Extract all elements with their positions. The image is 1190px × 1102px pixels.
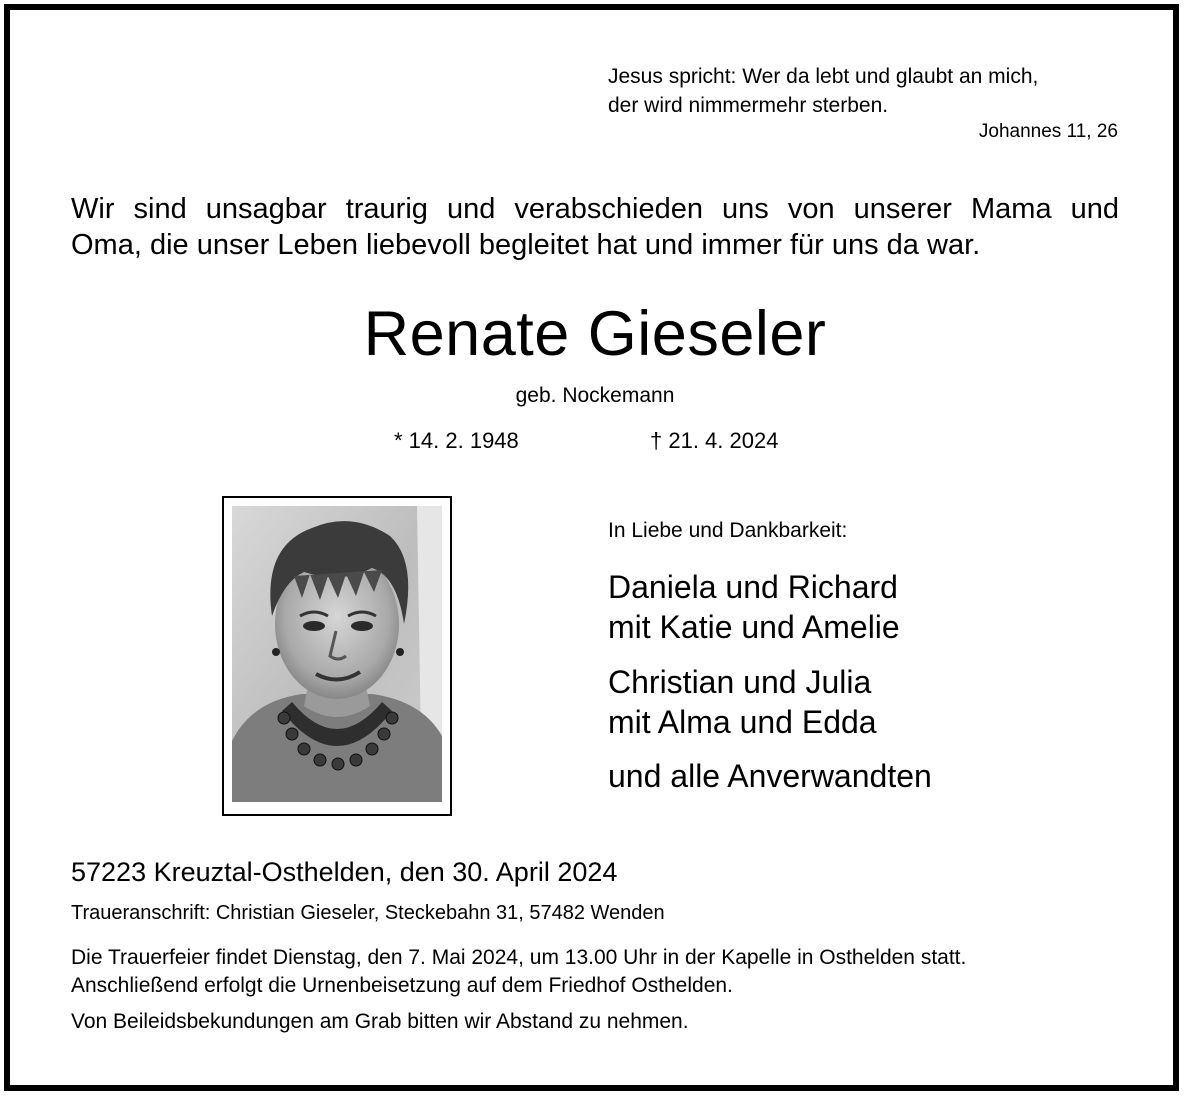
intro-line-1: Wir sind unsagbar traurig und verabschieden uns von unserer Mama und (71, 193, 1119, 225)
death-date: † 21. 4. 2024 (650, 428, 779, 453)
mourners-label: In Liebe und Dankbarkeit: (608, 519, 848, 542)
deceased-name: Renate Gieseler (363, 299, 827, 369)
intro-text (71, 191, 1119, 263)
page-border (4, 4, 1179, 1091)
mourners-group-2-line-1: Christian und Julia (608, 664, 872, 700)
place-and-date: 57223 Kreuztal-Osthelden, den 30. April 2024 (71, 857, 618, 887)
ceremony-info (71, 944, 966, 1000)
mourners-group-1-line-2: mit Katie und Amelie (608, 609, 900, 645)
intro-line-2: Oma, die unser Leben liebevoll begleitet hat und immer für uns da war. (71, 229, 981, 261)
condolence-note: Von Beileidsbekundungen am Grab bitten wir Abstand zu nehmen. (71, 1010, 689, 1033)
bible-verse-reference: Johannes 11, 26 (978, 121, 1118, 142)
bible-verse-line-1: Jesus spricht: Wer da lebt und glaubt an mich, (608, 65, 1039, 88)
portrait-photo (222, 496, 452, 816)
mourners-group-1 (608, 567, 900, 647)
mourners-group-3: und alle Anverwandten (608, 758, 932, 794)
ceremony-line-2: Anschließend erfolgt die Urnenbeisetzung auf dem Friedhof Osthelden. (71, 974, 733, 997)
mourning-address: Traueranschrift: Christian Gieseler, Steckebahn 31, 57482 Wenden (71, 902, 665, 924)
portrait-painting-icon (232, 506, 442, 802)
maiden-name: geb. Nockemann (515, 384, 675, 407)
birth-date: * 14. 2. 1948 (394, 428, 519, 453)
mourners-group-2-line-2: mit Alma und Edda (608, 704, 877, 740)
mourners-group-2 (608, 662, 877, 742)
bible-verse (608, 62, 1038, 120)
ceremony-line-1: Die Trauerfeier findet Dienstag, den 7. Mai 2024, um 13.00 Uhr in der Kapelle in Osthelden statt. (71, 946, 967, 969)
mourners-group-1-line-1: Daniela und Richard (608, 569, 898, 605)
bible-verse-line-2: der wird nimmermehr sterben. (608, 94, 889, 117)
